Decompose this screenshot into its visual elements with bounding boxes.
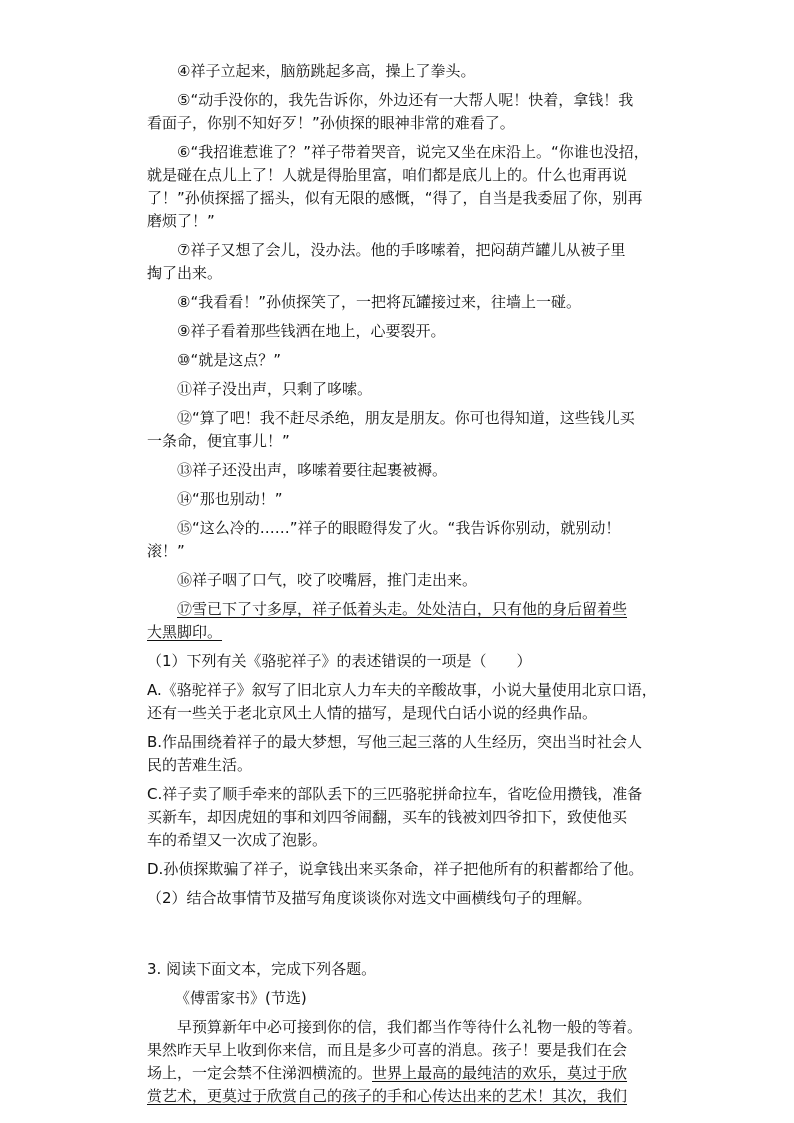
paragraph-line: 看面子，你别不知好歹！”孙侦探的眼神非常的难看了。	[147, 114, 515, 132]
paragraph-6	[147, 141, 667, 233]
paragraph-line: ⑫“算了吧！我不赶尽杀绝，朋友是朋友。你可也得知道，这些钱儿买	[177, 409, 635, 427]
paragraph-9: ⑨祥子看着那些钱洒在地上，心要裂开。	[177, 322, 446, 340]
paragraph-line	[147, 621, 667, 644]
paragraph-line: ⑤“动手没你的，我先告诉你，外边还有一大帮人呢！快着，拿钱！我	[177, 91, 634, 109]
paragraph-line: ⑦祥子又想了会儿，没办法。他的手哆嗦着，把闷葫芦罐儿从被子里	[177, 241, 626, 259]
paragraph-11: ⑪祥子没出声，只剩了哆嗦。	[177, 380, 373, 398]
paragraph-7	[147, 239, 667, 285]
paragraph-17-underlined	[147, 598, 667, 644]
paragraph-16: ⑯祥子咽了口气，咬了咬嘴唇，推门走出来。	[177, 571, 478, 589]
underlined-sentence: 大黑脚印。	[147, 623, 223, 641]
section-3-paragraph	[147, 1016, 667, 1108]
option-b	[147, 731, 667, 777]
paragraph-line: 滚！”	[147, 542, 185, 560]
paragraph-line: ⑮“这么冷的……”祥子的眼瞪得发了火。“我告诉你别动，就别动！	[177, 519, 621, 537]
paragraph-line: 磨烦了！”	[147, 212, 215, 230]
paragraph-line: 一条命，便宜事儿！”	[147, 432, 290, 450]
paragraph-line	[147, 1085, 667, 1108]
paragraph-line	[147, 1062, 667, 1085]
question-1: （1）下列有关《骆驼祥子》的表述错误的一项是（ ）	[147, 652, 532, 670]
question-2: （2）结合故事情节及描写角度谈谈你对选文中画横线句子的理解。	[147, 889, 592, 907]
paragraph-line: 掏了出来。	[147, 264, 223, 282]
paragraph-line: 果然昨天早上收到你来信，而且是多少可喜的消息。孩子！要是我们在会	[147, 1041, 628, 1059]
paragraph-14: ⑭“那也别动！”	[177, 490, 283, 508]
paragraph-4: ④祥子立起来，脑筋跳起多高，操上了拳头。	[177, 62, 476, 80]
paragraph-line: 早预算新年中必可接到你的信，我们都当作等待什么礼物一般的等着。	[177, 1018, 643, 1036]
plain-text: 场上，一定会禁不住涕泗横流的。	[147, 1064, 373, 1082]
option-line: 买新车，却因虎妞的事和刘四爷闹翻，买车的钱被刘四爷扣下，致使他买	[147, 808, 628, 826]
underlined-sentence: 世界上最高的最纯洁的欢乐，莫过于欣	[372, 1064, 628, 1082]
paragraph-line: 了！”孙侦探摇了摇头，似有无限的感慨，“得了，自当是我委屈了你，别再	[147, 189, 643, 207]
paragraph-15	[147, 517, 667, 563]
option-a	[147, 679, 667, 725]
option-line: B.作品围绕着祥子的最大梦想，写他三起三落的人生经历，突出当时社会人	[147, 733, 643, 751]
document-content	[147, 60, 667, 1114]
option-line: A.《骆驼祥子》叙写了旧北京人力车夫的辛酸故事，小说大量使用北京口语，	[147, 681, 657, 699]
option-line: 民的苦难生活。	[147, 756, 253, 774]
section-3-heading: 3. 阅读下面文本，完成下列各题。	[147, 960, 377, 978]
paragraph-12	[147, 407, 667, 453]
paragraph-5	[147, 89, 667, 135]
option-c	[147, 783, 667, 852]
section-spacer	[147, 916, 667, 958]
paragraph-line	[147, 598, 667, 621]
paragraph-line: ⑥“我招谁惹谁了？”祥子带着哭音，说完又坐在床沿上。“你谁也没招，	[177, 143, 649, 161]
option-line: 车的希望又一次成了泡影。	[147, 831, 328, 849]
paragraph-13: ⑬祥子还没出声，哆嗦着要往起裹被褥。	[177, 461, 448, 479]
option-line: 还有一些关于老北京风土人情的描写，是现代白话小说的经典作品。	[147, 704, 598, 722]
underlined-sentence: 赏艺术，更莫过于欣赏自己的孩子的手和心传达出来的艺术！其次，我们	[147, 1087, 628, 1105]
paragraph-8: ⑧“我看看！”孙侦探笑了，一把将瓦罐接过来，往墙上一碰。	[177, 293, 581, 311]
paragraph-line: 就是碰在点儿上了！人就是得胎里富，咱们都是底儿上的。什么也甭再说	[147, 166, 628, 184]
underlined-sentence: ⑰雪已下了寸多厚，祥子低着头走。处处洁白，只有他的身后留着些	[177, 600, 628, 618]
section-3-title: 《傅雷家书》(节选)	[175, 989, 307, 1007]
paragraph-10: ⑩“就是这点？”	[177, 351, 281, 369]
option-line: C.祥子卖了顺手牵来的部队丢下的三匹骆驼拼命拉车，省吃俭用攒钱，准备	[147, 785, 643, 803]
option-d: D.孙侦探欺骗了祥子，说拿钱出来买条命，祥子把他所有的积蓄都给了他。	[147, 860, 644, 878]
